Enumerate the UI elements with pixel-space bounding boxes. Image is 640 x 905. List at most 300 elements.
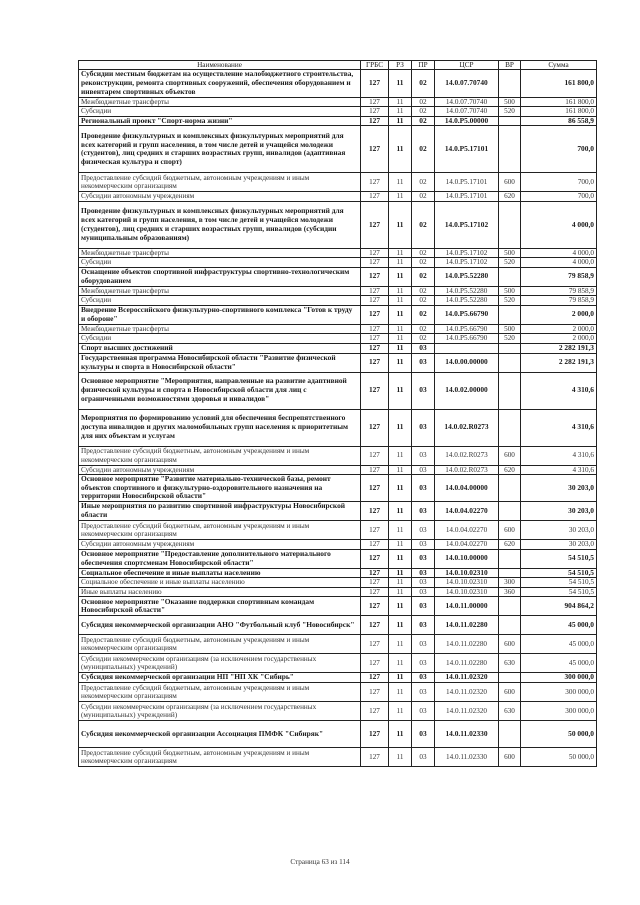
cell-vr [499,267,521,286]
cell-grbs: 127 [361,343,389,353]
cell-grbs: 127 [361,409,389,446]
table-row [79,286,597,295]
cell-name: Субсидии автономным учреждениям [79,192,361,201]
cell-grbs: 127 [361,673,389,683]
cell-rz: 11 [389,597,412,616]
cell-pr: 02 [412,192,435,201]
cell-grbs: 127 [361,521,389,540]
cell-name: Основное мероприятие "Мероприятия, направленные на развитие адаптивной физической культуры и спорта в Новосибирской области для лиц с ограниченными возможностями здоровья и инвалидов" [79,372,361,409]
cell-grbs: 127 [361,97,389,106]
cell-pr: 03 [412,540,435,549]
cell-grbs: 127 [361,267,389,286]
table-row [79,502,597,521]
cell-sum: 700,0 [521,173,597,192]
cell-csr: 14.0.02.00000 [435,372,499,409]
table-row [79,324,597,333]
cell-csr: 14.0.07.70740 [435,70,499,97]
table-row [79,568,597,578]
table-row [79,267,597,286]
cell-vr [499,70,521,97]
cell-vr: 600 [499,446,521,465]
cell-vr [499,616,521,635]
cell-name: Оснащение объектов спортивной инфраструктуры спортивно-технологическим оборудованием [79,267,361,286]
cell-grbs: 127 [361,296,389,305]
column-header-sum: Сумма [521,61,597,70]
cell-grbs: 127 [361,286,389,295]
cell-sum: 2 000,0 [521,305,597,324]
column-header-rz: РЗ [389,61,412,70]
cell-name: Мероприятия по формированию условий для обеспечения беспрепятственного доступа инвалидов и других маломобильных групп населения к приоритетным для них объектам и услугам [79,409,361,446]
cell-sum: 30 203,0 [521,540,597,549]
cell-rz: 11 [389,578,412,587]
cell-pr: 02 [412,324,435,333]
table-row [79,409,597,446]
cell-csr: 14.0.10.02310 [435,578,499,587]
cell-vr: 520 [499,107,521,116]
cell-rz: 11 [389,654,412,673]
cell-csr: 14.0.02.R0273 [435,409,499,446]
cell-vr: 630 [499,702,521,721]
cell-csr: 14.0.10.02310 [435,587,499,596]
cell-name: Субсидии [79,107,361,116]
cell-sum: 4 310,6 [521,409,597,446]
cell-sum: 4 310,6 [521,446,597,465]
cell-vr: 620 [499,192,521,201]
table-header-row [79,61,597,70]
cell-grbs: 127 [361,683,389,702]
cell-csr: 14.0.10.02310 [435,568,499,578]
cell-sum: 45 000,0 [521,616,597,635]
cell-pr: 03 [412,721,435,748]
cell-vr: 600 [499,748,521,767]
cell-pr: 03 [412,502,435,521]
table-row [79,305,597,324]
cell-vr [499,549,521,568]
cell-vr: 520 [499,258,521,267]
cell-sum: 50 000,0 [521,748,597,767]
cell-rz: 11 [389,324,412,333]
cell-grbs: 127 [361,334,389,343]
cell-name: Субсидии некоммерческим организациям (за исключением государственных (муниципальных) учреждений) [79,654,361,673]
cell-grbs: 127 [361,502,389,521]
cell-pr: 03 [412,587,435,596]
table-row [79,702,597,721]
cell-grbs: 127 [361,702,389,721]
cell-csr: 14.0.11.02330 [435,721,499,748]
cell-vr: 630 [499,654,521,673]
cell-grbs: 127 [361,107,389,116]
table-row [79,97,597,106]
table-row [79,334,597,343]
cell-pr: 03 [412,673,435,683]
cell-csr: 14.0.11.02280 [435,635,499,654]
cell-pr: 02 [412,126,435,173]
cell-vr: 600 [499,173,521,192]
table-row [79,173,597,192]
cell-csr: 14.0.P5.52280 [435,267,499,286]
cell-grbs: 127 [361,248,389,257]
cell-rz: 11 [389,286,412,295]
cell-vr [499,305,521,324]
cell-name: Предоставление субсидий бюджетным, автономным учреждениям и иным некоммерческим организациям [79,521,361,540]
table-row [79,192,597,201]
cell-name: Предоставление субсидий бюджетным, автономным учреждениям и иным некоммерческим организациям [79,683,361,702]
cell-csr: 14.0.P5.17101 [435,192,499,201]
column-header-grbs: ГРБС [361,61,389,70]
cell-csr: 14.0.11.02320 [435,702,499,721]
cell-rz: 11 [389,673,412,683]
cell-csr: 14.0.P5.00000 [435,116,499,126]
cell-sum: 54 510,5 [521,578,597,587]
cell-csr: 14.0.11.02320 [435,673,499,683]
table-row [79,521,597,540]
cell-sum: 300 000,0 [521,683,597,702]
cell-rz: 11 [389,258,412,267]
cell-rz: 11 [389,540,412,549]
cell-grbs: 127 [361,748,389,767]
cell-vr [499,475,521,502]
cell-rz: 11 [389,116,412,126]
cell-name: Предоставление субсидий бюджетным, автономным учреждениям и иным некоммерческим организациям [79,748,361,767]
cell-grbs: 127 [361,192,389,201]
table-row [79,587,597,596]
cell-rz: 11 [389,502,412,521]
cell-sum: 161 800,0 [521,107,597,116]
cell-rz: 11 [389,70,412,97]
cell-pr: 03 [412,475,435,502]
cell-name: Субсидия некоммерческой организации НП "НП ХК "Сибирь" [79,673,361,683]
table-row [79,296,597,305]
page-number: Страница 63 из 114 [290,858,350,866]
cell-name: Субсидия некоммерческой организации Ассоциация ПМФК "Сибиряк" [79,721,361,748]
cell-csr: 14.0.P5.17102 [435,201,499,248]
cell-sum: 30 203,0 [521,475,597,502]
cell-csr: 14.0.P5.66790 [435,324,499,333]
cell-sum: 904 864,2 [521,597,597,616]
cell-pr: 02 [412,173,435,192]
table-row [79,446,597,465]
cell-sum: 2 282 191,3 [521,343,597,353]
cell-csr: 14.0.P5.52280 [435,286,499,295]
cell-sum: 45 000,0 [521,654,597,673]
cell-vr: 600 [499,683,521,702]
column-header-pr: ПР [412,61,435,70]
cell-name: Субсидии автономным учреждениям [79,465,361,474]
cell-sum: 4 310,6 [521,465,597,474]
cell-sum: 4 000,0 [521,248,597,257]
cell-csr: 14.0.P5.17102 [435,248,499,257]
cell-vr [499,116,521,126]
cell-csr: 14.0.04.02270 [435,521,499,540]
cell-name: Субсидии [79,334,361,343]
cell-rz: 11 [389,305,412,324]
cell-grbs: 127 [361,475,389,502]
cell-csr: 14.0.P5.66790 [435,334,499,343]
cell-grbs: 127 [361,324,389,333]
cell-sum: 54 510,5 [521,549,597,568]
cell-vr [499,568,521,578]
cell-name: Субсидии некоммерческим организациям (за исключением государственных (муниципальных) учреждений) [79,702,361,721]
cell-rz: 11 [389,587,412,596]
cell-name: Предоставление субсидий бюджетным, автономным учреждениям и иным некоммерческим организациям [79,173,361,192]
table-row [79,748,597,767]
cell-pr: 02 [412,296,435,305]
column-header-name: Наименование [79,61,361,70]
cell-sum: 50 000,0 [521,721,597,748]
cell-vr [499,201,521,248]
cell-vr [499,343,521,353]
cell-sum: 4 310,6 [521,372,597,409]
cell-grbs: 127 [361,540,389,549]
cell-pr: 03 [412,372,435,409]
cell-name: Основное мероприятие "Развитие материально-технической базы, ремонт объектов спортивного и физкультурно-оздоровительного назначения на территории Новосибирской области" [79,475,361,502]
table-row [79,107,597,116]
cell-sum: 45 000,0 [521,635,597,654]
cell-rz: 11 [389,446,412,465]
cell-rz: 11 [389,549,412,568]
table-row [79,475,597,502]
cell-rz: 11 [389,475,412,502]
cell-name: Иные мероприятия по развитию спортивной инфраструктуры Новосибирской области [79,502,361,521]
cell-sum: 86 558,9 [521,116,597,126]
cell-grbs: 127 [361,549,389,568]
cell-rz: 11 [389,201,412,248]
cell-vr [499,126,521,173]
table-row [79,116,597,126]
table-row [79,353,597,372]
cell-pr: 02 [412,267,435,286]
cell-pr: 03 [412,616,435,635]
cell-pr: 02 [412,201,435,248]
cell-csr [435,343,499,353]
cell-rz: 11 [389,126,412,173]
cell-vr: 620 [499,540,521,549]
table-row [79,673,597,683]
cell-pr: 03 [412,446,435,465]
cell-csr: 14.0.02.R0273 [435,465,499,474]
cell-name: Социальное обеспечение и иные выплаты населению [79,568,361,578]
cell-sum: 79 858,9 [521,296,597,305]
cell-vr: 600 [499,635,521,654]
cell-sum: 4 000,0 [521,258,597,267]
cell-grbs: 127 [361,70,389,97]
cell-rz: 11 [389,683,412,702]
cell-name: Внедрение Всероссийского физкультурно-спортивного комплекса "Готов к труду и обороне" [79,305,361,324]
cell-rz: 11 [389,353,412,372]
table-row [79,721,597,748]
cell-sum: 300 000,0 [521,702,597,721]
cell-rz: 11 [389,173,412,192]
cell-csr: 14.0.11.02320 [435,683,499,702]
cell-pr: 02 [412,248,435,257]
table-row [79,372,597,409]
cell-name: Межбюджетные трансферты [79,248,361,257]
cell-pr: 02 [412,258,435,267]
cell-vr: 520 [499,334,521,343]
table-row [79,201,597,248]
cell-csr: 14.0.04.02270 [435,540,499,549]
cell-sum: 54 510,5 [521,587,597,596]
cell-vr [499,673,521,683]
cell-csr: 14.0.04.02270 [435,502,499,521]
cell-vr [499,502,521,521]
cell-grbs: 127 [361,353,389,372]
cell-sum: 300 000,0 [521,673,597,683]
table-row [79,635,597,654]
cell-csr: 14.0.11.02280 [435,654,499,673]
cell-rz: 11 [389,334,412,343]
cell-sum: 2 000,0 [521,324,597,333]
table-row [79,578,597,587]
cell-grbs: 127 [361,597,389,616]
cell-grbs: 127 [361,587,389,596]
cell-grbs: 127 [361,258,389,267]
cell-sum: 30 203,0 [521,502,597,521]
cell-sum: 4 000,0 [521,201,597,248]
cell-vr: 500 [499,324,521,333]
cell-grbs: 127 [361,635,389,654]
table-row [79,248,597,257]
cell-name: Предоставление субсидий бюджетным, автономным учреждениям и иным некоммерческим организациям [79,446,361,465]
cell-vr: 600 [499,521,521,540]
cell-name: Основное мероприятие "Оказание поддержки спортивным командам Новосибирской области" [79,597,361,616]
cell-grbs: 127 [361,446,389,465]
cell-rz: 11 [389,568,412,578]
cell-rz: 11 [389,702,412,721]
cell-pr: 02 [412,97,435,106]
cell-csr: 14.0.P5.52280 [435,296,499,305]
cell-grbs: 127 [361,616,389,635]
cell-csr: 14.0.00.00000 [435,353,499,372]
table-row [79,654,597,673]
cell-grbs: 127 [361,126,389,173]
cell-name: Проведение физкультурных и комплексных физкультурных мероприятий для всех категорий и групп населения, в том числе детей и учащейся молодежи (студентов), лиц средних и старших возрастных групп, инвалидов (адаптивная физическая культура и спорт) [79,126,361,173]
cell-rz: 11 [389,465,412,474]
cell-csr: 14.0.11.00000 [435,597,499,616]
cell-pr: 03 [412,654,435,673]
cell-rz: 11 [389,721,412,748]
cell-sum: 54 510,5 [521,568,597,578]
cell-rz: 11 [389,616,412,635]
cell-name: Социальное обеспечение и иные выплаты населению [79,578,361,587]
cell-csr: 14.0.11.02280 [435,616,499,635]
cell-grbs: 127 [361,305,389,324]
cell-sum: 2 000,0 [521,334,597,343]
cell-name: Межбюджетные трансферты [79,286,361,295]
cell-vr [499,372,521,409]
cell-csr: 14.0.P5.17101 [435,126,499,173]
cell-pr: 03 [412,465,435,474]
cell-vr: 300 [499,578,521,587]
cell-grbs: 127 [361,465,389,474]
cell-grbs: 127 [361,568,389,578]
cell-rz: 11 [389,521,412,540]
cell-name: Межбюджетные трансферты [79,324,361,333]
cell-sum: 30 203,0 [521,521,597,540]
cell-grbs: 127 [361,116,389,126]
cell-grbs: 127 [361,721,389,748]
cell-rz: 11 [389,107,412,116]
cell-sum: 161 800,0 [521,70,597,97]
cell-pr: 03 [412,683,435,702]
cell-rz: 11 [389,409,412,446]
cell-vr: 500 [499,248,521,257]
cell-csr: 14.0.07.70740 [435,97,499,106]
cell-rz: 11 [389,97,412,106]
cell-sum: 79 858,9 [521,286,597,295]
cell-pr: 03 [412,343,435,353]
table-row [79,70,597,97]
cell-name: Субсидии автономным учреждениям [79,540,361,549]
cell-csr: 14.0.07.70740 [435,107,499,116]
cell-rz: 11 [389,748,412,767]
column-header-vr: ВР [499,61,521,70]
cell-rz: 11 [389,343,412,353]
cell-vr: 500 [499,286,521,295]
cell-vr [499,721,521,748]
cell-pr: 03 [412,568,435,578]
cell-name: Региональный проект "Спорт-норма жизни" [79,116,361,126]
table-row [79,258,597,267]
cell-csr: 14.0.02.R0273 [435,446,499,465]
cell-sum: 700,0 [521,192,597,201]
cell-rz: 11 [389,372,412,409]
cell-name: Предоставление субсидий бюджетным, автономным учреждениям и иным некоммерческим организациям [79,635,361,654]
cell-name: Субсидии местным бюджетам на осуществление малобюджетного строительства, реконструкции, ремонта спортивных сооружений, обеспечения оборудованием и инвентарем спортивных объектов [79,70,361,97]
cell-csr: 14.0.P5.17102 [435,258,499,267]
cell-pr: 03 [412,353,435,372]
cell-pr: 02 [412,305,435,324]
table-row [79,616,597,635]
cell-grbs: 127 [361,372,389,409]
cell-pr: 03 [412,702,435,721]
cell-pr: 03 [412,409,435,446]
cell-pr: 03 [412,521,435,540]
cell-name: Субсидии [79,258,361,267]
cell-csr: 14.0.P5.17101 [435,173,499,192]
cell-pr: 02 [412,70,435,97]
cell-name: Иные выплаты населению [79,587,361,596]
cell-name: Основное мероприятие "Предоставление дополнительного материального обеспечения спортсменам Новосибирской области" [79,549,361,568]
cell-grbs: 127 [361,201,389,248]
cell-rz: 11 [389,296,412,305]
cell-sum: 79 858,9 [521,267,597,286]
table-row [79,683,597,702]
cell-vr [499,353,521,372]
cell-grbs: 127 [361,654,389,673]
table-row [79,126,597,173]
cell-pr: 03 [412,748,435,767]
cell-rz: 11 [389,267,412,286]
cell-pr: 03 [412,578,435,587]
cell-pr: 02 [412,116,435,126]
budget-table [78,60,597,767]
table-row [79,540,597,549]
cell-csr: 14.0.04.00000 [435,475,499,502]
cell-pr: 02 [412,107,435,116]
cell-vr [499,597,521,616]
cell-vr: 500 [499,97,521,106]
cell-pr: 02 [412,286,435,295]
cell-vr: 520 [499,296,521,305]
table-row [79,597,597,616]
cell-name: Государственная программа Новосибирской области "Развитие физической культуры и спорта в Новосибирской области" [79,353,361,372]
cell-vr: 360 [499,587,521,596]
cell-pr: 03 [412,635,435,654]
column-header-csr: ЦСР [435,61,499,70]
cell-sum: 2 282 191,3 [521,353,597,372]
cell-rz: 11 [389,192,412,201]
